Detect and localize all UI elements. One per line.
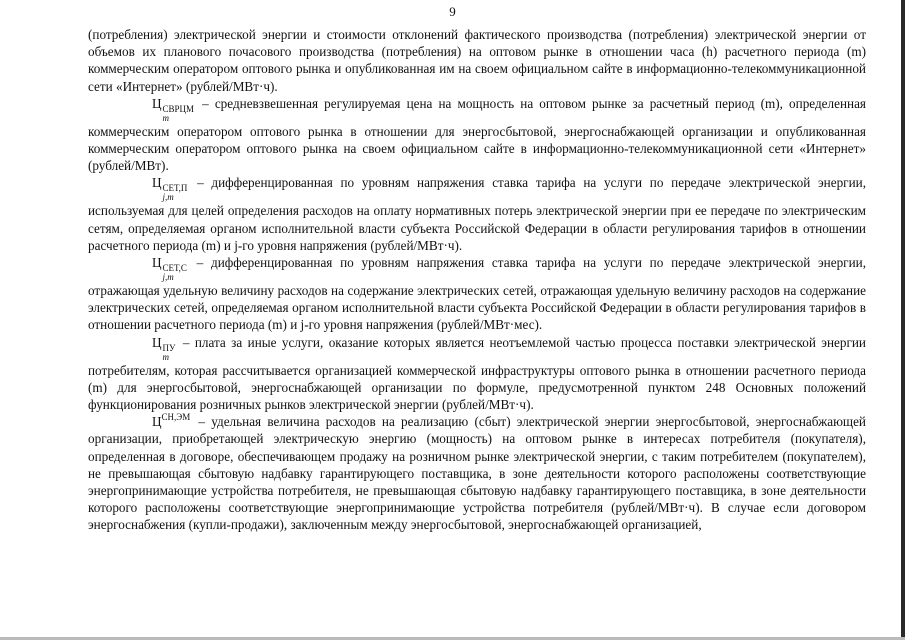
- paragraph-text: – дифференцированная по уровням напряжения ставка тарифа на услуги по передаче электрической энергии, отражающая удельную величину расходов на содержание электрических сетей, отражающая удельную величину расходов на содержание электрических сетей, определяемая органом исполнительной власти субъекта Российской Федерации в области регулирования тарифов в отношении расчетного периода (m) и j-го уровня напряжения (рублей/МВт·мес).: [88, 255, 866, 333]
- formula-symbol-sn-em: $Ц^{СН,ЭМ}$: [152, 412, 191, 430]
- paragraph-svrcm: [88, 95, 866, 175]
- formula-symbol-pu: Ц ПУ m: [152, 334, 176, 362]
- paragraph-text: – удельная величина расходов на реализацию (сбыт) электрической энергии энергосбытовой, энергоснабжающей организации, приобретающей электрическую энергию (мощность) на оптовом рынке в интересах потребителя (покупателя), определенная в договоре, обеспечивающем продажу на розничном рынке электрической энергии, с таким потребителем (покупателем), не превышающая сбытовую надбавку гарантирующего поставщика, в зоне деятельности которого расположены соответствующие энергопринимающие устройства потребителя, не превышающая сбытовую надбавку гарантирующего поставщика, в зоне деятельности которого расположены соответствующие энергопринимающие устройства потребителя (рублей/МВт·ч). В случае если договором энергоснабжения (купли-продажи), заключенным между энергосбытовой, энергоснабжающей организацией,: [88, 414, 866, 533]
- formula-symbol-set-p: Ц СЕТ,П j,m: [152, 175, 188, 203]
- document-body: [88, 26, 866, 534]
- paragraph-continuation: (потребления) электрической энергии и стоимости отклонений фактического производства (потребления) электрической энергии от объемов их планового почасового производства (потребления) на оптовом рынке в отношении часа (h) расчетного периода (m) коммерческим оператором оптового рынка и опубликованная им на своем официальном сайте в информационно-телекоммуникационной сети «Интернет» (рублей/МВт·ч).: [88, 27, 866, 94]
- formula-symbol-svrcm: Ц СВРЦМ m: [152, 95, 195, 123]
- page-number: 9: [449, 4, 456, 19]
- paragraph-text: – дифференцированная по уровням напряжения ставка тарифа на услуги по передаче электрической энергии, используемая для целей определения расходов на оплату нормативных потерь электрической энергии при ее передаче по электрическим сетям, определяемая органом исполнительной власти субъекта Российской Федерации в области регулирования тарифов в отношении расчетного периода (m) и j-го уровня напряжения (рублей/МВт·ч).: [88, 175, 866, 253]
- scan-edge-right: [901, 0, 905, 640]
- paragraph-set-p: [88, 174, 866, 254]
- formula-symbol-set-s: Ц СЕТ,С j,m: [152, 255, 187, 283]
- paragraph-set-s: [88, 254, 866, 334]
- paragraph-text: – плата за иные услуги, оказание которых является неотъемлемой частью процесса поставки электрической энергии потребителям, которая рассчитывается организацией коммерческой инфраструктуры оптового рынка в отношении расчетного периода (m) для энергосбытовой, энергоснабжающей организации по формуле, предусмотренной пунктом 248 Основных положений функционирования розничных рынков электрической энергии (рублей/МВт·ч).: [88, 334, 866, 413]
- paragraph-sn-em: [88, 413, 866, 533]
- paragraph-text: – средневзвешенная регулируемая цена на мощность на оптовом рынке за расчетный период (m), определенная коммерческим оператором оптового рынка в отношении для энергосбытовой, энергоснабжающей организации и опубликованная коммерческим оператором оптового рынка на своем официальном сайте в информационно-телекоммуникационной сети «Интернет» (рублей/МВт).: [88, 95, 866, 174]
- paragraph-pu: [88, 334, 866, 414]
